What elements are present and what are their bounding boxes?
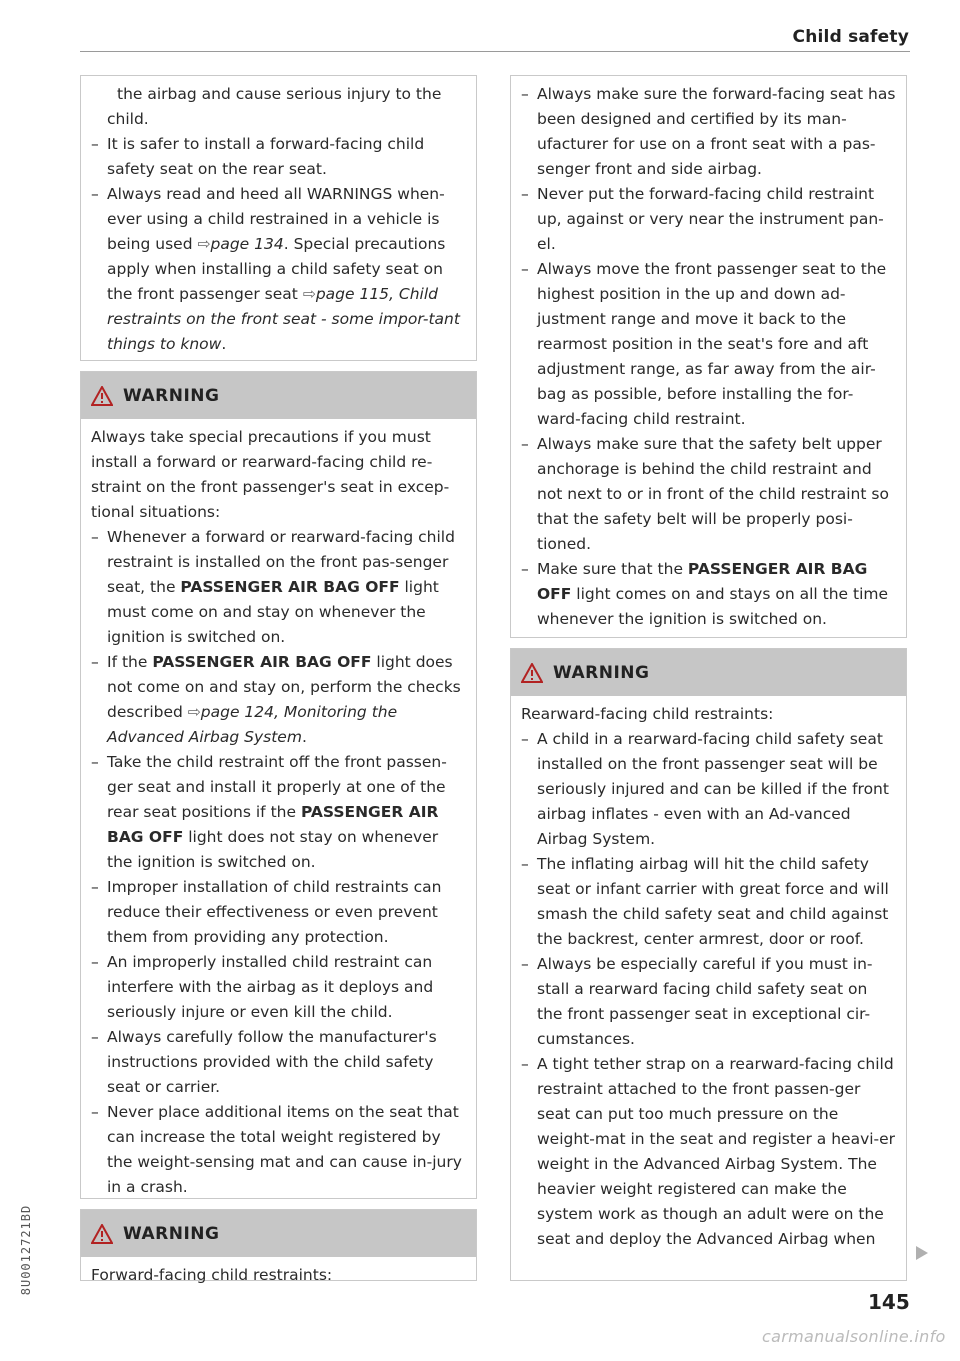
list-item: – Make sure that the PASSENGER AIR BAG OFF light comes on and stays on all the time whenever the ignition is switched on. bbox=[521, 560, 889, 628]
warning-triangle-icon bbox=[91, 1224, 113, 1244]
warning-title: WARNING bbox=[553, 662, 650, 683]
list-item: – If the PASSENGER AIR BAG OFF light does not come on and stay on, perform the checks described ⇨page 124, Monitoring the Advanced Airbag System. bbox=[91, 653, 461, 746]
page-link[interactable]: page 115, Child restraints on the front seat - some impor-tant things to know bbox=[107, 285, 460, 353]
header-rule bbox=[80, 51, 910, 52]
warning-intro: Forward-facing child restraints: bbox=[91, 1266, 333, 1284]
list-item: – Never place additional items on the seat that can increase the total weight registered by the weight-sensing mat and can cause in-jury in a crash. bbox=[91, 1103, 462, 1196]
warning-box bbox=[510, 648, 907, 1281]
warning-triangle-icon bbox=[521, 663, 543, 683]
list-item: – Always make sure the forward-facing seat has been designed and certified by its man-ufacturer for use on a front seat with a pas-senger front and side airbag. bbox=[521, 85, 896, 178]
continue-arrow-icon bbox=[916, 1246, 928, 1260]
list-item: – A child in a rearward-facing child safety seat installed on the front passenger seat will be seriously injured and can be killed if the front airbag inflates - even with an Ad-vanced Airbag System. bbox=[521, 730, 889, 848]
arrow-right-icon: ⇨ bbox=[302, 285, 316, 303]
page-number: 145 bbox=[868, 1290, 910, 1314]
list-item: – Never put the forward-facing child restraint up, against or very near the instrument pan-el. bbox=[521, 185, 884, 253]
list-item: – A tight tether strap on a rearward-facing child restraint attached to the front passen-ger seat can put too much pressure on the weight-mat in the seat and register a heavi-er weight in the Advanced Airbag System. The heavier weight registered can make the system work as though an adult were on the seat and deploy the Advanced Airbag when bbox=[521, 1055, 896, 1248]
warning-box bbox=[80, 371, 477, 1199]
warning-box bbox=[80, 1209, 477, 1284]
list-item: – The inflating airbag will hit the child safety seat or infant carrier with great force and will smash the child safety seat and child against the backrest, center armrest, door or roof. bbox=[521, 855, 889, 948]
arrow-right-icon: ⇨ bbox=[197, 235, 211, 253]
page-link[interactable]: page 134 bbox=[210, 235, 284, 253]
document-code: 8U0012721BD bbox=[19, 1204, 33, 1296]
list-item: – Always make sure that the safety belt upper anchorage is behind the child restraint and not next to or in front of the child restraint so that the safety belt will be properly posi-tioned. bbox=[521, 435, 889, 553]
list-item: – Always carefully follow the manufacturer's instructions provided with the child safety seat or carrier. bbox=[91, 1028, 437, 1096]
warning-header bbox=[81, 1210, 476, 1257]
continued-note-box bbox=[510, 75, 907, 638]
warning-title: WARNING bbox=[123, 385, 220, 406]
warning-header bbox=[511, 649, 906, 696]
section-title: Child safety bbox=[792, 27, 909, 47]
page-link[interactable]: page 124, Monitoring the Advanced Airbag System bbox=[107, 703, 398, 746]
list-item: – Take the child restraint off the front passen-ger seat and install it properly at one of the rear seat positions if the PASSENGER AIR BAG OFF light does not stay on whenever the ignition is switched on. bbox=[91, 753, 447, 871]
list-item: – Improper installation of child restraints can reduce their effectiveness or even prevent them from providing any protection. bbox=[91, 878, 442, 946]
list-item: – It is safer to install a forward-facing child safety seat on the rear seat. bbox=[91, 135, 425, 178]
warning-header bbox=[81, 372, 476, 419]
list-item: – Always read and heed all WARNINGS when-ever using a child restrained in a vehicle is being used ⇨page 134. Special precautions apply when installing a child safety seat on the front passenger seat ⇨page 115, Child restraints on the front seat - some impor-tant things to know. bbox=[91, 185, 460, 353]
warning-intro: Rearward-facing child restraints: bbox=[521, 705, 774, 723]
arrow-right-icon: ⇨ bbox=[187, 703, 201, 721]
list-item: the airbag and cause serious injury to the child. bbox=[107, 85, 442, 128]
warning-title: WARNING bbox=[123, 1223, 220, 1244]
list-item: – Always move the front passenger seat to the highest position in the up and down ad-justment range and move it back to the rearmost position in the seat's fore and aft adjustment range, as far away from the air-bag as possible, before installing the for-ward-facing child restraint. bbox=[521, 260, 887, 428]
warning-triangle-icon bbox=[91, 386, 113, 406]
watermark: carmanualsonline.info bbox=[762, 1327, 946, 1346]
continued-note-box bbox=[80, 75, 477, 361]
list-item: – Whenever a forward or rearward-facing child restraint is installed on the front pas-senger seat, the PASSENGER AIR BAG OFF light must come on and stay on whenever the ignition is switched on. bbox=[91, 528, 455, 646]
list-item: – An improperly installed child restraint can interfere with the airbag as it deploys and seriously injure or even kill the child. bbox=[91, 953, 434, 1021]
list-item: – Always be especially careful if you must in-stall a rearward facing child safety seat on the front passenger seat in exceptional cir-cumstances. bbox=[521, 955, 873, 1048]
warning-intro: Always take special precautions if you must install a forward or rearward-facing child re-straint on the front passenger's seat in excep-tional situations: bbox=[91, 428, 450, 521]
